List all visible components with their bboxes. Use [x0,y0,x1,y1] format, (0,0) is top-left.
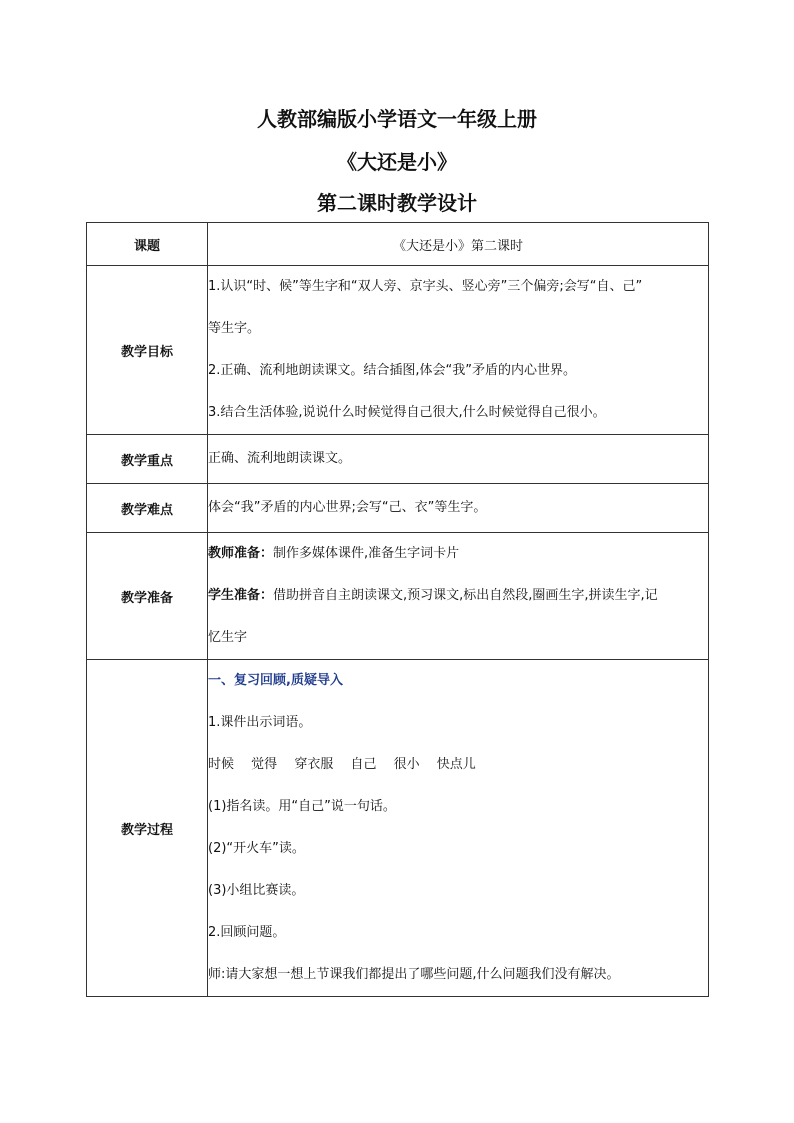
document-title: 人教部编版小学语文一年级上册 [257,107,537,131]
word-list [208,744,708,786]
difficulties-label: 教学难点 [87,484,208,533]
lesson-plan-table [86,222,709,997]
lesson-title: 《大还是小》 [337,150,457,174]
table-row-goals [87,266,709,435]
word-item: 穿衣服 [294,757,334,772]
preparation-content [208,533,709,660]
process-section-title: 一、复习回顾,质疑导入 [208,673,343,688]
student-prep-line-cont: 忆生字 [208,630,248,645]
word-item: 快点儿 [436,757,476,772]
word-item: 时候 [208,757,235,772]
topic-label: 课题 [87,223,208,266]
process-label: 教学过程 [87,660,208,997]
word-item: 很小 [393,757,420,772]
topic-value: 《大还是小》第二课时 [208,223,709,266]
process-substep: (2)“开火车”读。 [208,841,305,856]
table-row-difficulties [87,484,709,533]
goals-label: 教学目标 [87,266,208,435]
table-row-topic [87,223,709,266]
teacher-says: 师:请大家想一想上节课我们都提出了哪些问题,什么问题我们没有解决。 [208,967,620,982]
goal-line: 1.认识“时、候”等生字和“双人旁、京字头、竖心旁”三个偏旁;会写“自、己” [208,279,643,294]
student-prep-line [208,575,708,617]
key-points-label: 教学重点 [87,435,208,484]
document-subtitle: 第二课时教学设计 [317,191,477,215]
key-points-content [208,435,709,484]
process-step: 2.回顾问题。 [208,925,286,940]
word-item: 觉得 [251,757,278,772]
goal-line: 2.正确、流利地朗读课文。结合插图,体会“我”矛盾的内心世界。 [208,363,577,378]
difficulties-text: 体会“我”矛盾的内心世界;会写“己、衣”等生字。 [208,500,487,515]
process-substep: (3)小组比赛读。 [208,883,305,898]
table-row-key-points [87,435,709,484]
goal-line: 等生字。 [208,321,261,336]
word-item: 自己 [350,757,377,772]
goal-line: 3.结合生活体验,说说什么时候觉得自己很大,什么时候觉得自己很小。 [208,405,606,420]
student-prep-text: 借助拼音自主朗读课文,预习课文,标出自然段,圈画生字,拼读生字,记 [273,588,658,603]
goals-content [208,266,709,435]
process-substep: (1)指名读。用“自己”说一句话。 [208,799,396,814]
teacher-prep-line [208,533,708,575]
student-prep-label: 学生准备： [208,588,274,603]
preparation-label: 教学准备 [87,533,208,660]
process-step: 1.课件出示词语。 [208,715,312,730]
table-row-preparation [87,533,709,660]
table-row-process [87,660,709,997]
difficulties-content [208,484,709,533]
teacher-prep-label: 教师准备： [208,546,274,561]
process-content [208,660,709,997]
key-points-text: 正确、流利地朗读课文。 [208,451,352,466]
teacher-prep-text: 制作多媒体课件,准备生字词卡片 [273,546,460,561]
